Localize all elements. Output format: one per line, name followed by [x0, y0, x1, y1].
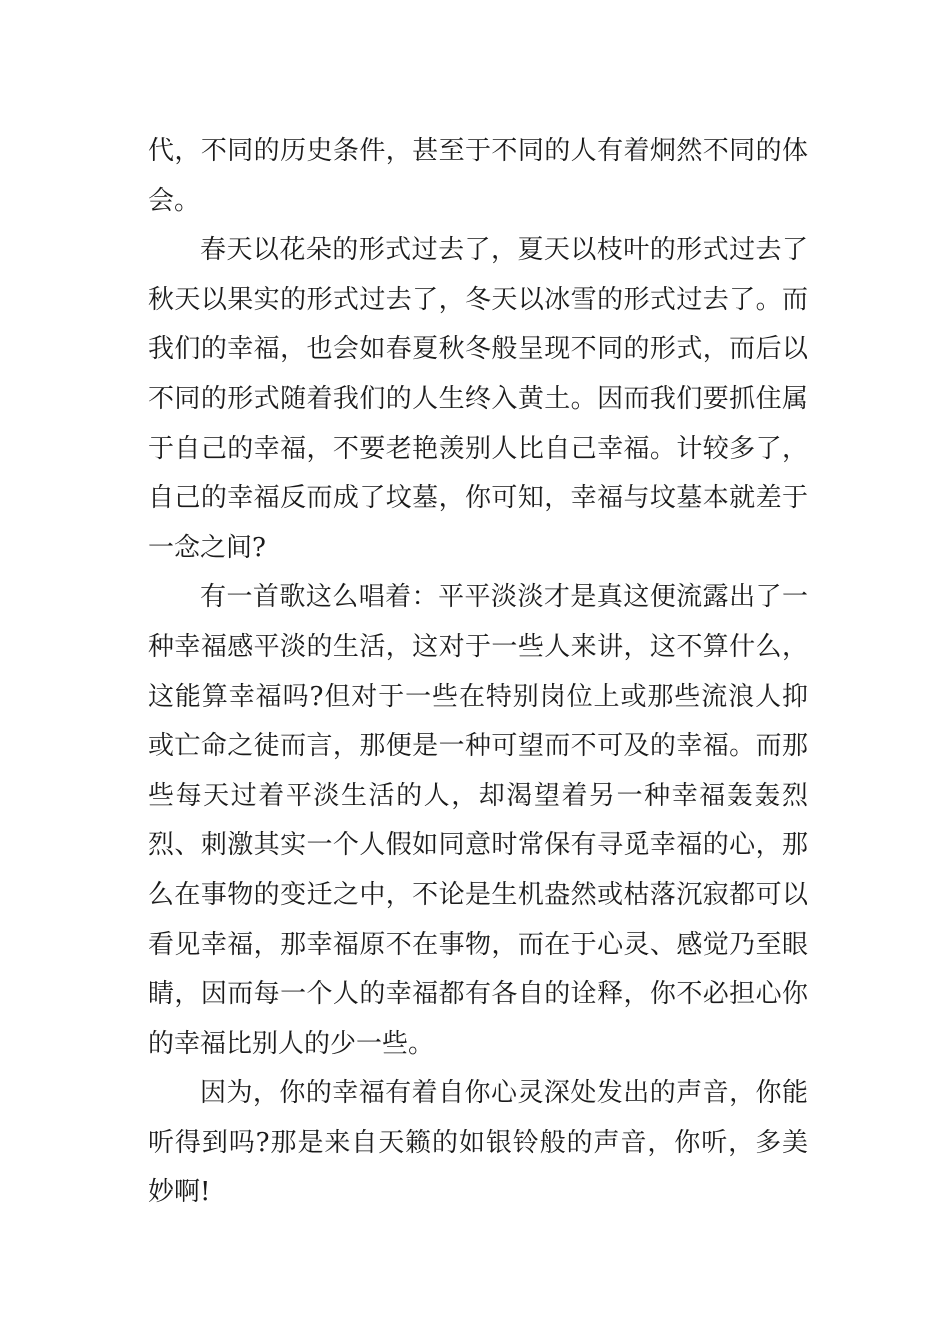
document-body	[148, 127, 808, 1218]
paragraph-voice: 因为，你的幸福有着自你心灵深处发出的声音，你能听得到吗?那是来自天籁的如银铃般的声音，你听，多美妙啊!	[148, 1078, 808, 1208]
paragraph-seasons: 春天以花朵的形式过去了，夏天以枝叶的形式过去了秋天以果实的形式过去了，冬天以冰雪的形式过去了。而我们的幸福，也会如春夏秋冬般呈现不同的形式，而后以不同的形式随着我们的人生终入黄土。因而我们要抓住属于自己的幸福，不要老艳羡别人比自己幸福。计较多了，自己的幸福反而成了坟墓，你可知，幸福与坟墓本就差于一念之间?	[148, 235, 808, 563]
paragraph-song: 有一首歌这么唱着：平平淡淡才是真这便流露出了一种幸福感平淡的生活，这对于一些人来讲，这不算什么，这能算幸福吗?但对于一些在特别岗位上或那些流浪人抑或亡命之徒而言，那便是一种可望而不可及的幸福。而那些每天过着平淡生活的人，却渴望着另一种幸福轰轰烈烈、刺激其实一个人假如同意时常保有寻觅幸福的心，那么在事物的变迁之中，不论是生机盎然或枯落沉寂都可以看见幸福，那幸福原不在事物，而在于心灵、感觉乃至眼睛，因而每一个人的幸福都有各自的诠释，你不必担心你的幸福比别人的少一些。	[148, 582, 808, 1059]
paragraph-continuation: 代，不同的历史条件，甚至于不同的人有着炯然不同的体会。	[148, 136, 808, 216]
